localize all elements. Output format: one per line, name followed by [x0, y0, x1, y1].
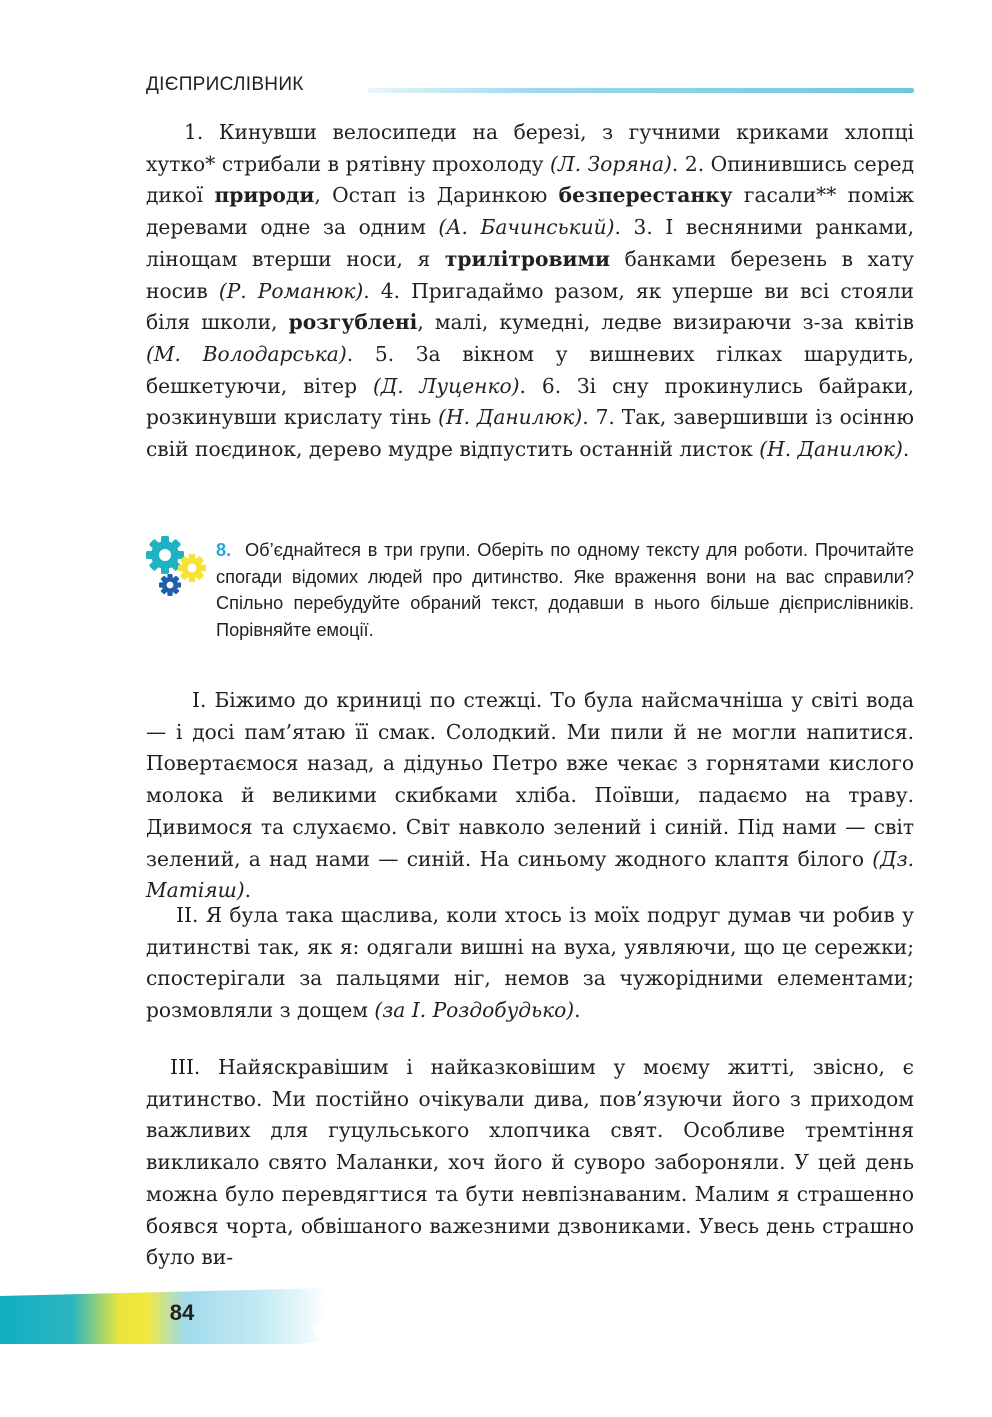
author-citation: (Н. Данилюк)	[759, 437, 903, 462]
author-citation: (М. Володарська)	[146, 341, 347, 366]
text-run: гасали** поміж деревами одне за одним	[146, 183, 915, 240]
task-number: 8.	[216, 540, 232, 560]
text-3-paragraph	[146, 1052, 914, 1274]
text-run: банками березень в хату носив	[146, 246, 914, 303]
bold-term: безперестанку	[558, 183, 733, 208]
text-run: . 3. І весняними ранками, лінощам втерши носи, я	[146, 215, 914, 271]
text-run: , Остап із Даринкою	[314, 183, 559, 208]
text-run: . 7. Так, завершивши із осінню свій поєдинок, дерево мудре відпустить останній листок	[146, 405, 914, 462]
bold-term: розгублені	[288, 310, 418, 335]
gears-icon	[145, 535, 213, 601]
text-1-paragraph	[146, 685, 914, 907]
text-run: 1. Кинувши велосипеди на березі, з гучними криками хлопці хутко* стрибали в рятівну прохолоду	[146, 120, 914, 176]
text-run: . 6. Зі сну прокинулись байраки, розкинувши крислату тінь	[146, 373, 915, 430]
text-2-paragraph	[146, 900, 914, 1027]
bold-term: природи	[214, 183, 315, 208]
author-citation: (Н. Данилюк)	[438, 405, 583, 430]
text-run: III. Найяскравішим і найказковішим у моєму житті, звісно, є дитинство. Ми постійно очікували дива, пов’язуючи його з приходом важливих для гуцульського хлопчика свят. Особливе тремтіння викликало свято Маланки, хоч його й суворо забороняли. У цей день можна було перевдягтися та бути невпізнаваним. Малим я страшенно боявся чорта, обвішаного важезними дзвониками. Увесь день страшно було ви-	[146, 1055, 914, 1270]
bold-term: трилітровими	[444, 246, 610, 271]
gear-blue-icon	[159, 574, 181, 596]
text-run: . 4. Пригадаймо разом, як уперше ви всі стояли біля школи,	[146, 278, 914, 335]
text-run: .	[902, 437, 910, 462]
author-citation: (А. Бачинський)	[438, 215, 615, 240]
author-citation: (Д. Луценко)	[372, 373, 520, 398]
text-run: I. Біжимо до криниці по стежці. То була найсмачніша у світі вода — і досі пам’ятаю її смак. Солодкий. Ми пили й не могли напитися. Повертаємося назад, а дідуньо Петро вже чекає з горнятами кислого молока й великими скибками хліба. Поївши, падаємо на траву. Дивимося та слухаємо. Світ навколо зелений і синій. Під нами — світ зелений, а над нами — синій. На синьому жодного клаптя білого	[146, 688, 914, 871]
author-citation: (за І. Роздобудько)	[374, 998, 575, 1023]
section-title: ДІЄПРИСЛІВНИК	[146, 74, 304, 95]
gear-yellow-icon	[178, 554, 206, 582]
exercise-paragraph	[146, 117, 914, 466]
author-citation: (Р. Романюк)	[218, 278, 364, 303]
header-rule	[368, 88, 914, 93]
task-text: Об’єднайтеся в три групи. Оберіть по одному тексту для роботи. Прочитайте спогади відомих людей про дитинство. Яке враження вони на вас справили? Спільно перебудуйте обраний текст, додавши в нього більше дієприслівників. Порівняйте емоції.	[216, 540, 914, 640]
author-citation: (Дз. Матіяш)	[146, 846, 914, 903]
text-run: II. Я була така щаслива, коли хтось із моїх подруг думав чи робив у дитинстві так, як я: одягали вишні на вуха, уявляючи, що це сережки; спостерігали за пальцями ніг, немов за чужорідними елементами; розмовляли з дощем	[146, 903, 914, 1023]
text-run: .	[574, 998, 581, 1023]
text-run: , малі, кумедні, ледве визираючи з-за квітів	[417, 310, 914, 335]
text-run: . 2. Опинившись серед дикої	[146, 151, 914, 208]
text-run: .	[244, 878, 252, 903]
text-run: . 5. За вікном у вишневих гілках шарудить, бешкетуючи, вітер	[146, 341, 914, 398]
page-number: 84	[169, 1300, 195, 1325]
author-citation: (Л. Зоряна)	[550, 151, 672, 176]
